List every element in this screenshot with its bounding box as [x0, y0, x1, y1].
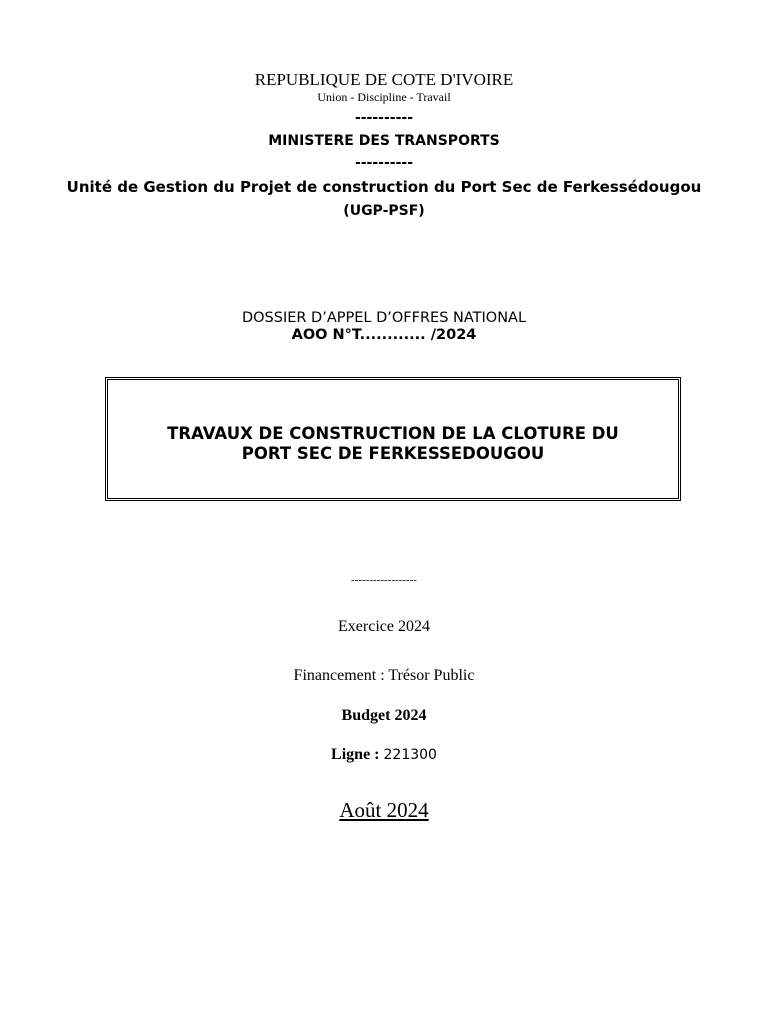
document-date: Août 2024: [339, 798, 429, 822]
republic-name: REPUBLIQUE DE COTE D'IVOIRE: [254, 70, 514, 89]
funding-source: Financement : Trésor Public: [293, 667, 475, 684]
dossier-number: AOO N°T............ /2024: [291, 327, 477, 343]
project-title-line-2: PORT SEC DE FERKESSEDOUGOU: [241, 444, 545, 463]
budget-year: Budget 2024: [341, 707, 427, 724]
budget-line-value: 221300: [383, 747, 437, 763]
title-box: [105, 377, 681, 501]
separator-line: ----------: [354, 110, 414, 126]
project-unit-name: Unité de Gestion du Projet de construction du Port Sec de Ferkessédougou: [66, 178, 702, 196]
section-divider: ------------------: [351, 574, 417, 586]
dossier-type: DOSSIER D’APPEL D’OFFRES NATIONAL: [241, 310, 527, 326]
budget-line-label: Ligne :: [331, 746, 380, 763]
national-motto: Union - Discipline - Travail: [317, 90, 451, 104]
project-unit-abbreviation: (UGP-PSF): [343, 203, 425, 219]
fiscal-year: Exercice 2024: [338, 618, 430, 635]
separator-line: ----------: [354, 155, 414, 171]
budget-line: [0, 746, 768, 764]
project-title-line-1: TRAVAUX DE CONSTRUCTION DE LA CLOTURE DU: [167, 424, 619, 443]
project-title: [108, 424, 678, 464]
ministry-name: MINISTERE DES TRANSPORTS: [268, 133, 500, 149]
